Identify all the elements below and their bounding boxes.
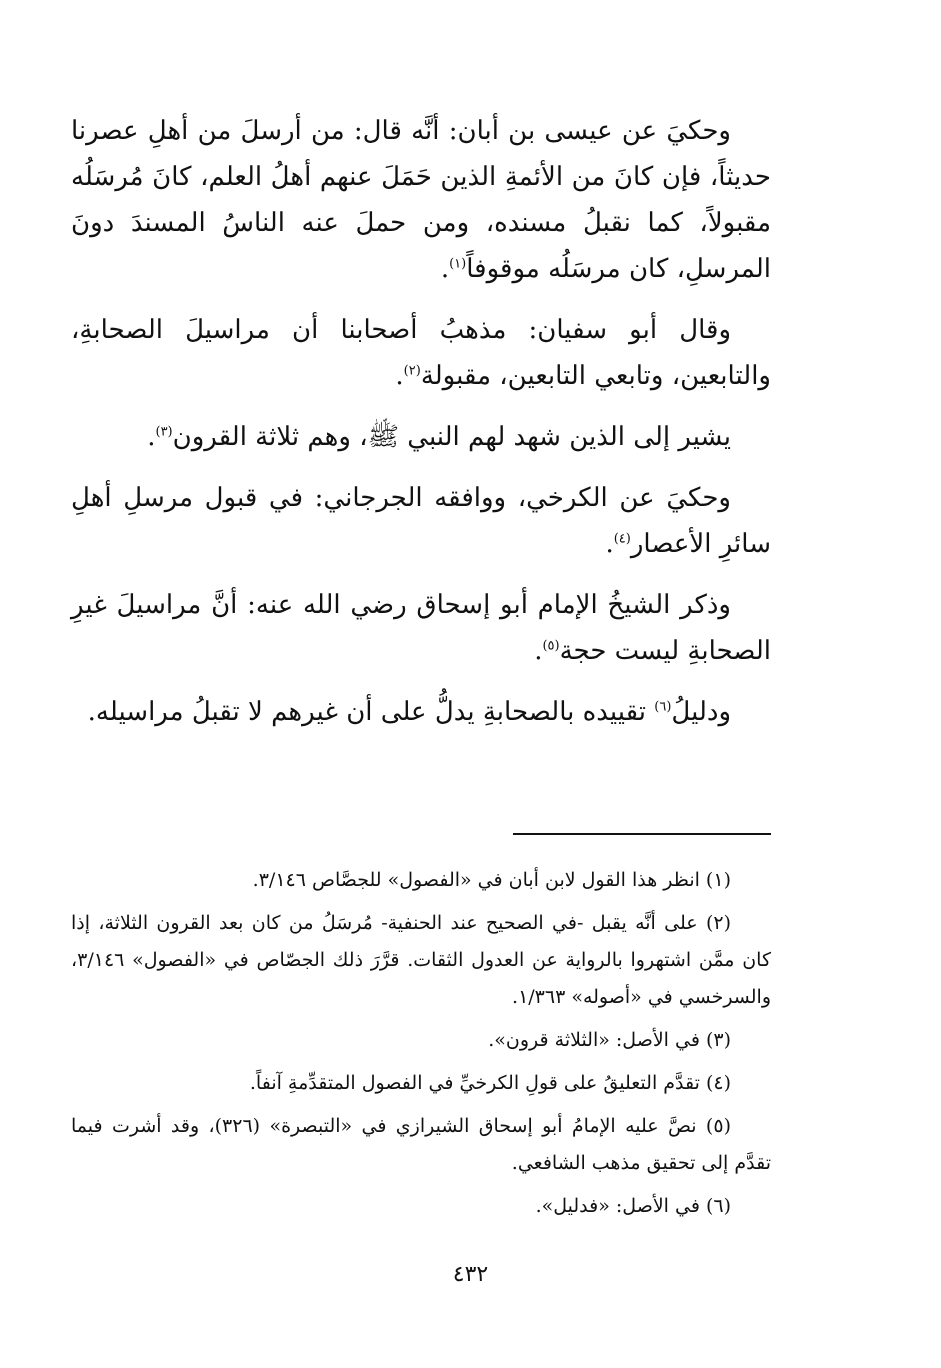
paragraph-6 <box>71 689 771 735</box>
paragraph-4-end: . <box>605 529 614 559</box>
paragraph-5-end: . <box>534 636 543 666</box>
paragraph-1-text: وحكيَ عن عيسى بن أبان: أنَّه قال: من أرسلَ من أهلِ عصرنا حديثاً، فإن كانَ من الأئمةِ الذين حَمَلَ عنهم أهلُ العلم، كانَ مُرسَلُه مقبولاً، كما نقبلُ مسنده، ومن حملَ عنه الناسُ المسندَ دونَ المرسلِ، كان مرسَلُه موقوفاً <box>71 116 771 284</box>
footnote-ref-6[interactable]: (٦) <box>654 699 672 715</box>
paragraph-3-text: يشير إلى الذين شهد لهم النبي ﷺ، وهم ثلاثة القرون <box>172 422 731 452</box>
paragraph-3 <box>71 414 771 460</box>
footnote-ref-3[interactable]: (٣) <box>155 424 173 440</box>
footnotes <box>71 862 771 1231</box>
paragraph-5 <box>71 582 771 674</box>
footnote-1: (١) انظر هذا القول لابن أبان في «الفصول» للجصَّاص ٣/١٤٦. <box>252 869 731 891</box>
paragraph-2-end: . <box>395 361 404 391</box>
footnote-2: (٢) على أنَّه يقبل -في الصحيح عند الحنفية- مُرسَلُ من كان بعد القرون الثلاثة، إذا كان ممَّن اشتهروا بالرواية عن العدول الثقات. قرَّرَ ذلك الجصّاص في «الفصول» ٣/١٤٦، والسرخسي في «أصوله» ١/٣٦٣. <box>71 912 771 1008</box>
footnote-ref-1[interactable]: (١) <box>449 256 467 272</box>
paragraph-4 <box>71 475 771 567</box>
paragraph-2 <box>71 307 771 399</box>
paragraph-6-text-after: تقييده بالصحابةِ يدلُّ على أن غيرهم لا تقبلُ مراسيله. <box>87 697 655 727</box>
footnote-4: (٤) تقدَّم التعليقُ على قولِ الكرخيِّ في الفصول المتقدِّمةِ آنفاً. <box>249 1072 731 1094</box>
footnote-ref-5[interactable]: (٥) <box>542 638 560 654</box>
paragraph-3-end: . <box>147 422 156 452</box>
footnote-ref-4[interactable]: (٤) <box>613 531 631 547</box>
footnote-separator <box>513 833 771 835</box>
footnote-3: (٣) في الأصل: «الثلاثة قرون». <box>488 1029 731 1051</box>
paragraph-5-text: وذكر الشيخُ الإمام أبو إسحاق رضي الله عنه: أنَّ مراسيلَ غيرِ الصحابةِ ليست حجة <box>71 590 771 666</box>
main-text <box>71 108 771 750</box>
page-number: ٤٣٢ <box>452 1262 489 1287</box>
paragraph-2-text: وقال أبو سفيان: مذهبُ أصحابنا أن مراسيلَ الصحابةِ، والتابعين، وتابعي التابعين، مقبولة <box>71 315 771 391</box>
footnote-5: (٥) نصَّ عليه الإمامُ أبو إسحاق الشيرازي في «التبصرة» (٣٢٦)، وقد أشرت فيما تقدَّم إلى تحقيق مذهب الشافعي. <box>71 1115 771 1174</box>
paragraph-1 <box>71 108 771 292</box>
footnote-ref-2[interactable]: (٢) <box>403 363 421 379</box>
paragraph-4-text: وحكيَ عن الكرخي، ووافقه الجرجاني: في قبول مرسلِ أهلِ سائرِ الأعصار <box>71 483 771 559</box>
paragraph-1-end: . <box>440 254 450 284</box>
paragraph-6-text-before: ودليلُ <box>671 697 731 727</box>
footnote-6: (٦) في الأصل: «فدليل». <box>535 1195 731 1217</box>
